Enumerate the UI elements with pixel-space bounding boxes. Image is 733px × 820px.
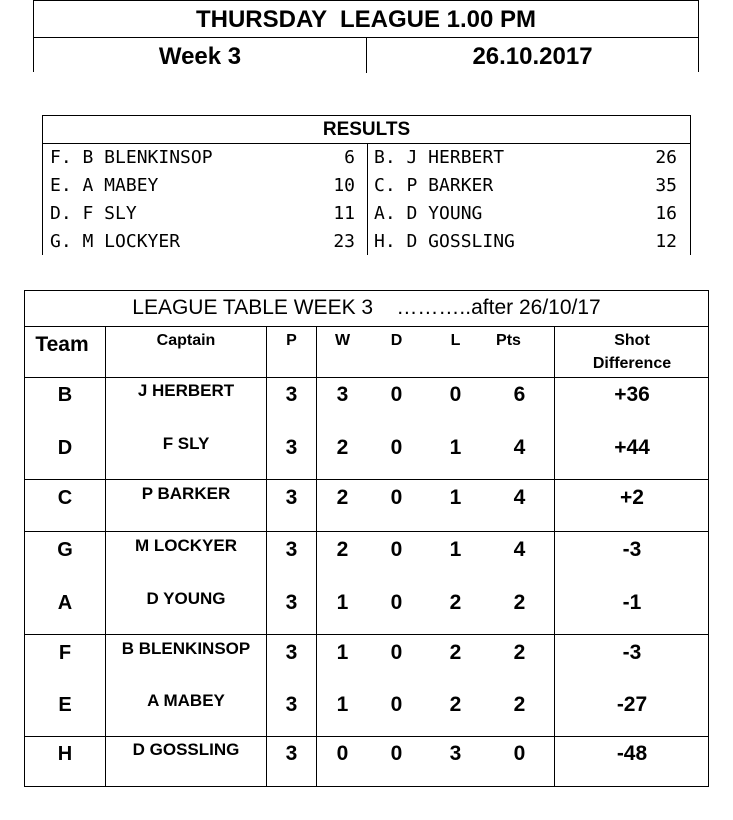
points-cell: 2: [513, 591, 526, 614]
shot-difference-cell: +44: [614, 436, 650, 459]
lost-cell: 2: [449, 591, 462, 614]
header-box: [33, 0, 699, 72]
lost-cell: 1: [449, 538, 462, 561]
shot-difference-cell: -1: [622, 591, 642, 614]
away-team: B. J HERBERT: [374, 147, 505, 168]
won-cell: 2: [336, 436, 349, 459]
drawn-cell: 0: [390, 383, 403, 406]
results-title: RESULTS: [43, 116, 690, 144]
away-team: C. P BARKER: [374, 175, 494, 196]
week-label: Week 3: [34, 37, 367, 73]
lost-cell: 1: [449, 486, 462, 509]
lost-cell: 3: [449, 742, 462, 765]
captain-cell: P BARKER: [141, 484, 231, 503]
captain-cell: M LOCKYER: [135, 536, 237, 555]
result-row: [43, 144, 690, 172]
lost-cell: 1: [449, 436, 462, 459]
home-score: 23: [333, 231, 355, 252]
captain-cell: D YOUNG: [146, 589, 226, 608]
league-title: THURSDAY LEAGUE 1.00 PM: [34, 1, 698, 38]
away-score: 12: [655, 231, 677, 252]
away-score: 26: [655, 147, 677, 168]
drawn-cell: 0: [390, 436, 403, 459]
played-cell: 3: [285, 641, 298, 664]
date-label: 26.10.2017: [472, 43, 593, 70]
drawn-cell: 0: [390, 693, 403, 716]
header-team: Team: [35, 333, 89, 356]
team-cell: F: [58, 642, 72, 664]
won-cell: 1: [336, 693, 349, 716]
won-cell: 2: [336, 486, 349, 509]
header-difference: Difference: [592, 355, 672, 372]
shot-difference-cell: -3: [622, 538, 642, 561]
points-cell: 4: [513, 486, 526, 509]
header-drawn: D: [390, 332, 403, 349]
home-score: 10: [333, 175, 355, 196]
away-team: A. D YOUNG: [374, 203, 483, 224]
points-cell: 2: [513, 693, 526, 716]
captain-cell: J HERBERT: [137, 381, 235, 400]
home-team: D. F SLY: [50, 203, 137, 224]
team-cell: E: [58, 694, 72, 716]
grid-line: [25, 531, 708, 532]
captain-cell: A MABEY: [147, 691, 225, 710]
home-team: F. B BLENKINSOP: [50, 147, 213, 168]
played-cell: 3: [285, 693, 298, 716]
shot-difference-cell: +2: [620, 486, 644, 509]
played-cell: 3: [285, 591, 298, 614]
points-cell: 4: [513, 436, 526, 459]
drawn-cell: 0: [390, 591, 403, 614]
result-row: [43, 228, 690, 256]
team-cell: G: [57, 539, 73, 561]
won-cell: 1: [336, 591, 349, 614]
lost-cell: 0: [449, 383, 462, 406]
shot-difference-cell: -27: [616, 693, 648, 716]
points-cell: 4: [513, 538, 526, 561]
header-lost: L: [450, 332, 461, 349]
away-score: 35: [655, 175, 677, 196]
points-cell: 2: [513, 641, 526, 664]
away-score: 16: [655, 203, 677, 224]
drawn-cell: 0: [390, 486, 403, 509]
played-cell: 3: [285, 383, 298, 406]
played-cell: 3: [285, 538, 298, 561]
captain-cell: B BLENKINSOP: [121, 639, 251, 658]
grid-line: [25, 377, 708, 378]
header-won: W: [334, 332, 351, 349]
played-cell: 3: [285, 742, 298, 765]
captain-cell: F SLY: [162, 434, 210, 453]
played-cell: 3: [285, 486, 298, 509]
drawn-cell: 0: [390, 538, 403, 561]
league-table: [24, 290, 709, 787]
home-score: 11: [333, 203, 355, 224]
result-row: [43, 200, 690, 228]
lost-cell: 2: [449, 693, 462, 716]
home-team: E. A MABEY: [50, 175, 159, 196]
drawn-cell: 0: [390, 641, 403, 664]
team-cell: B: [57, 384, 73, 406]
captain-cell: D GOSSLING: [132, 740, 240, 759]
lost-cell: 2: [449, 641, 462, 664]
team-cell: H: [57, 743, 73, 765]
won-cell: 3: [336, 383, 349, 406]
team-cell: D: [57, 437, 73, 459]
grid-line: [25, 634, 708, 635]
shot-difference-cell: -3: [622, 641, 642, 664]
shot-difference-cell: -48: [616, 742, 648, 765]
home-score: 6: [344, 147, 355, 168]
won-cell: 1: [336, 641, 349, 664]
header-captain: Captain: [156, 332, 216, 349]
away-team: H. D GOSSLING: [374, 231, 515, 252]
grid-line: [25, 736, 708, 737]
played-cell: 3: [285, 436, 298, 459]
won-cell: 2: [336, 538, 349, 561]
drawn-cell: 0: [390, 742, 403, 765]
home-team: G. M LOCKYER: [50, 231, 181, 252]
results-box: [42, 115, 691, 255]
shot-difference-cell: +36: [614, 383, 650, 406]
points-cell: 0: [513, 742, 526, 765]
grid-line: [25, 479, 708, 480]
result-row: [43, 172, 690, 200]
league-table-title: LEAGUE TABLE WEEK 3 ………..after 26/10/17: [25, 291, 708, 327]
team-cell: C: [57, 487, 73, 509]
team-cell: A: [57, 592, 73, 614]
header-played: P: [286, 332, 297, 349]
header-points: Pts: [496, 332, 521, 349]
header-shot: Shot: [614, 332, 650, 349]
points-cell: 6: [513, 383, 526, 406]
won-cell: 0: [336, 742, 349, 765]
